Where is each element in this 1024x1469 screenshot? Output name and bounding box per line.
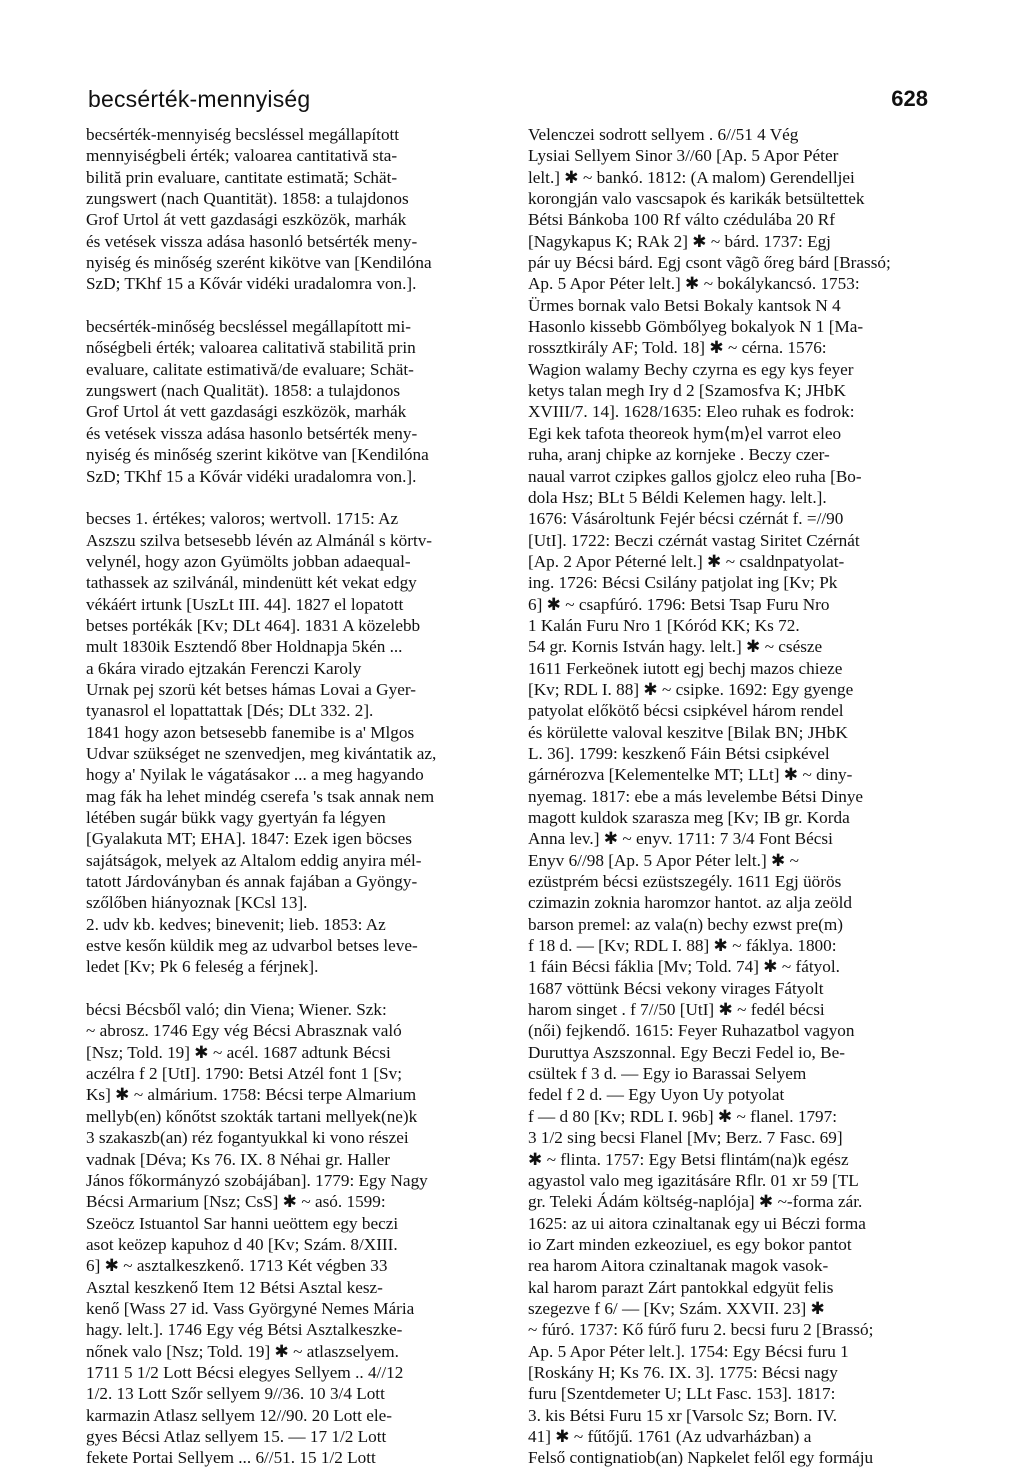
text-line: mennyiségbeli érték; valoarea cantitativă sta- [86,146,398,166]
text-line: ezüstprém bécsi ezüstszegély. 1611 Egj üörös [528,872,842,892]
text-line: rossztkirály AF; Told. 18] ✱ ~ cérna. 1576: [528,338,827,358]
text-line: czimazin zoknia haromzor hantot. az alja zeöld [528,893,853,913]
text-line: nyiség és minőség szerint kikötve van [Kendilóna [86,445,429,465]
text-line: zungswert (nach Qualität). 1858: a tulajdonos [86,381,401,401]
text-line: [Gyalakuta MT; EHA]. 1847: Ezek igen böcses [86,829,412,849]
text-line: Ap. 5 Apor Péter lelt.] ✱ ~ bokálykancsó. 1753: [528,274,860,294]
text-line: tathassek az szilvánál, mindenütt két vekat edgy [86,573,417,593]
text-line: becsérték-minőség becsléssel megállapított mi- [86,317,412,337]
text-line: Ap. 5 Apor Péter lelt.]. 1754: Egy Bécsi furu 1 [528,1341,849,1361]
text-line: [Nsz; Told. 19] ✱ ~ acél. 1687 adtunk Bécsi [86,1042,391,1062]
text-line: Wagion walamy Bechy czyrna es egy kys feyer [528,359,854,379]
text-line: [Roskány H; Ks 76. IX. 3]. 1775: Bécsi nagy [528,1362,838,1382]
text-line: ~ fúró. 1737: Kő fúrő furu 2. becsi furu 2 [Brassó; [528,1320,874,1340]
text-line: 1 fáin Bécsi fáklia [Mv; Told. 74] ✱ ~ fátyol. [528,957,840,977]
text-line: 1676: Vásároltunk Fejér bécsi czérnát f. =//90 [528,509,844,529]
text-line: Lysiai Sellyem Sinor 3//60 [Ap. 5 Apor Péter [528,146,839,166]
text-line: mellyb(en) kőnőtst szokták tartani mellyek(ne)k [86,1106,418,1126]
text-line: aczélra f 2 [UtI]. 1790: Betsi Atzél font 1 [Sv; [86,1064,402,1084]
text-line: [Nagykapus K; RAk 2] ✱ ~ bárd. 1737: Egj [528,231,831,251]
text-line: tatott Járdoványban és annak fajában a Gyöngy- [86,872,418,892]
right-column [528,124,946,1469]
text-line: vadnak [Déva; Ks 76. IX. 8 Néhai gr. Haller [86,1149,391,1169]
text-line: Udvar szükséget ne szenvedjen, meg kivántatik az, [86,743,437,763]
text-line: és vetések vissza adása hasonlo betsérték meny- [86,423,418,443]
text-line: pár uy Bécsi bárd. Egj csont vãgõ őreg bárd [Brassó; [528,253,891,273]
text-line: becses 1. értékes; valoros; wertvoll. 1715: Az [86,509,399,529]
text-line: Velenczei sodrott sellyem . 6//51 4 Vég [528,125,799,144]
text-line: Ürmes bornak valo Betsi Bokaly kantsok N 4 [528,295,841,315]
text-line: nyiség és minőség szerént kikötve van [Kendilóna [86,253,432,273]
text-line: hagy. lelt.]. 1746 Egy vég Bétsi Asztalkeszke- [86,1320,403,1340]
text-line: szegezve f 6/ — [Kv; Szám. XXVII. 23] ✱ [528,1298,825,1318]
page-number: 628 [891,86,928,111]
text-line: Bécsi Armarium [Nsz; CsS] ✱ ~ asó. 1599: [86,1192,386,1212]
text-line: 1/2. 13 Lott Szőr sellyem 9//36. 10 3/4 Lott [86,1384,385,1404]
text-line: naual varrot czipkes gallos gjolcz eleo ruha [Bo- [528,466,862,486]
text-line: evaluare, calitate estimativă/de evaluare; Schät- [86,359,414,379]
text-line: furu [Szentdemeter U; LLt Fasc. 153]. 1817: [528,1384,836,1404]
text-line: Aszszu szilva betsesebb lévén az Almánál s körtv- [86,530,433,550]
paragraph-gap [86,487,498,508]
text-line: ing. 1726: Bécsi Csilány patjolat ing [Kv; Pk [528,573,838,593]
text-line: 1611 Ferkeönek iutott egj bechj mazos chieze [528,658,843,678]
text-line: harom singet . f 7//50 [UtI] ✱ ~ fedél bécsi [528,1000,825,1020]
text-line: ruha, aranj chipke az kornjeke . Beczy czer- [528,445,830,465]
text-line: Hasonlo kissebb Gömbőlyeg bokalyok N 1 [Ma- [528,317,864,337]
text-line: Urnak pej szorü két betses hámas Lovai a Gyer- [86,679,416,699]
text-line: rea harom Aitora czinaltanak magok vasok- [528,1256,829,1276]
running-head: becsérték-mennyiség [88,86,311,112]
text-line: ✱ ~ flinta. 1757: Egy Betsi flintám(na)k egész [528,1149,849,1169]
text-line: sajátságok, melyek az Altalom eddig anyira mél- [86,850,422,870]
text-line: 1711 5 1/2 Lott Bécsi elegyes Sellyem .. 4//12 [86,1362,404,1382]
text-line: 41] ✱ ~ fűtőjű. 1761 (Az udvarházban) a [528,1426,812,1446]
text-line: [Ap. 2 Apor Péterné lelt.] ✱ ~ csaldnpatyolat- [528,551,845,571]
text-line: csültek f 3 d. — Egy io Barassai Selyem [528,1064,807,1084]
text-line: nyemag. 1817: ebe a más levelembe Bétsi Dinye [528,786,864,806]
text-line: zungswert (nach Quantität). 1858: a tulajdonos [86,189,409,209]
text-line: ketys talan megh Iry d 2 [Szamosfva K; JHbK [528,381,846,401]
text-line: 3 1/2 sing becsi Flanel [Mv; Berz. 7 Fasc. 69] [528,1128,843,1148]
text-line: fedel f 2 d. — Egy Uyon Uy potyolat [528,1085,785,1105]
text-line: kenő [Wass 27 id. Vass Györgyné Nemes Mária [86,1298,415,1318]
text-line: (női) fejkendő. 1615: Feyer Ruhazatbol vagyon [528,1021,855,1041]
text-line: 1 Kalán Furu Nro 1 [Kóród KK; Ks 72. [528,615,800,635]
text-line: 6] ✱ ~ asztalkeszkenő. 1713 Két végben 33 [86,1256,388,1276]
text-line: Grof Urtol át vett gazdasági eszközök, marhák [86,402,407,422]
text-line: lelt.] ✱ ~ bankó. 1812: (A malom) Gerendelljei [528,167,855,187]
text-line: Egi kek tafota theoreok hym⟨m⟩el varrot eleo [528,423,842,443]
text-line: Felső contignatiob(an) Napkelet felől egy formáju [528,1448,874,1468]
text-line: f 18 d. — [Kv; RDL I. 88] ✱ ~ fáklya. 1800: [528,936,837,956]
text-line: hogy a' Nyilak le vágatásakor ... a meg hagyando [86,765,424,785]
text-line: létében sugár bükk vagy gyertyán fa légyen [86,808,386,827]
text-line: Duruttya Aszszonnal. Egy Beczi Fedel io, Be- [528,1042,845,1062]
text-line: ledet [Kv; Pk 6 feleség a férjnek]. [86,957,319,977]
text-line: [Kv; RDL I. 88] ✱ ~ csipke. 1692: Egy gyenge [528,679,854,699]
text-line: és vetések vissza adása hasonló betsérték meny- [86,231,418,251]
text-line: gyes Bécsi Atlaz sellyem 15. — 17 1/2 Lott [86,1426,387,1446]
text-line: mag fák ha lehet mindég cserefa 's tsak annak nem [86,786,435,806]
text-line: Enyv 6//98 [Ap. 5 Apor Péter lelt.] ✱ ~ [528,850,799,870]
text-line: SzD; TKhf 15 a Kővár vidéki uradalomra von.]. [86,274,417,294]
text-line: 6] ✱ ~ csapfúró. 1796: Betsi Tsap Furu Nro [528,594,830,614]
text-line: tyanasrol el lopattattak [Dés; DLt 332. 2]. [86,701,374,721]
text-line: mult 1830ik Esztendő 8ber Holdnapja 5kén ... [86,637,403,657]
text-line: gr. Teleki Ádám költség-naplója] ✱ ~-forma zár. [528,1192,863,1212]
text-line: 1841 hogy azon betsesebb fanemibe is a' Mlgos [86,722,415,742]
text-line: 1625: az ui aitora czinaltanak egy ui Béczi forma [528,1213,866,1233]
text-line: 3 szakaszb(an) réz fogantyukkal ki vono részei [86,1128,409,1148]
text-line: [UtI]. 1722: Beczi czérnát vastag Siritet Czérnát [528,530,860,550]
text-line: Ks] ✱ ~ almárium. 1758: Bécsi terpe Almarium [86,1085,417,1105]
text-line: 2. udv kb. kedves; binevenit; lieb. 1853: Az [86,914,386,934]
text-line: 1687 vöttünk Bécsi vekony virages Fátyolt [528,978,824,998]
text-line: Anna lev.] ✱ ~ enyv. 1711: 7 3/4 Font Bécsi [528,829,833,849]
text-line: János főkormányzó szobájában]. 1779: Egy Nagy [86,1170,428,1190]
text-line: vékáért irtunk [UszLt III. 44]. 1827 el lopatott [86,594,404,614]
text-line: bécsi Bécsből való; din Viena; Wiener. Szk: [86,1000,387,1020]
paragraph-gap [86,978,498,999]
text-line: nőségbeli érték; valoarea calitativă stabilită prin [86,338,416,358]
text-line: XVIII/7. 14]. 1628/1635: Eleo ruhak es fodrok: [528,402,855,422]
text-line: 3. kis Bétsi Furu 15 xr [Varsolc Sz; Born. IV. [528,1405,838,1425]
text-line: és körülette valoval keszitve [Bilak BN; JHbK [528,722,848,742]
text-line: gárnérozva [Kelementelke MT; LLt] ✱ ~ diny- [528,765,853,785]
text-line: barson premel: az vala(n) bechy ezwst pre(m) [528,914,843,934]
text-line: Asztal keszkenő Item 12 Bétsi Asztal kesz- [86,1277,383,1297]
text-line: magott kuldok szarasza meg [Kv; IB gr. Korda [528,808,850,827]
text-line: betses portékák [Kv; DLt 464]. 1831 A közelebb [86,615,421,635]
text-line: SzD; TKhf 15 a Kővár vidéki uradalomra von.]. [86,466,417,486]
text-line: dola Hsz; BLt 5 Béldi Kelemen hagy. lelt.]. [528,487,827,507]
text-line: a 6kára virado ejtzakán Ferenczi Karoly [86,658,362,678]
text-line: 54 gr. Kornis István hagy. lelt.] ✱ ~ csésze [528,637,823,657]
text-line: patyolat előkötő bécsi csipkével három rendel [528,701,844,721]
text-line: nőnek valo [Nsz; Told. 19] ✱ ~ atlaszselyem. [86,1341,399,1361]
text-line: L. 36]. 1799: keszkenő Fáin Bétsi csipkével [528,743,830,763]
text-line: Szeöcz Istuantol Sar hanni ueöttem egy beczi [86,1213,399,1233]
text-line: velynél, hogy azon Gyümölts jobban adaequal- [86,551,411,571]
text-line: kal harom parazt Zárt pantokkal edgyüt felis [528,1277,834,1297]
text-line: ~ abrosz. 1746 Egy vég Bécsi Abrasznak való [86,1021,402,1041]
text-line: f — d 80 [Kv; RDL I. 96b] ✱ ~ flanel. 1797: [528,1106,837,1126]
text-line: bilită prin evaluare, cantitate estimată; Schät- [86,167,398,187]
text-line: korongján valo vascsapok és karikák betsültettek [528,189,865,209]
text-line: karmazin Atlasz sellyem 12//90. 20 Lott ele- [86,1405,392,1425]
paragraph-gap [86,295,498,316]
text-line: szőlőben hiányoznak [KCsl 13]. [86,893,308,913]
left-column [86,124,498,1469]
text-line: asot keözep kapuhoz d 40 [Kv; Szám. 8/XIII. [86,1234,398,1254]
text-line: agyastol valo meg igazitásáre Rflr. 01 xr 59 [TL [528,1170,859,1190]
text-line: io Zart minden ezkeoziuel, es egy bokor pantot [528,1234,852,1254]
text-line: becsérték-mennyiség becsléssel megállapított [86,125,400,144]
text-line: estve kesőn küldik meg az udvarbol betses leve- [86,936,418,956]
text-line: Grof Urtol át vett gazdasági eszközök, marhák [86,210,407,230]
text-line: Bétsi Bánkoba 100 Rf válto czédulába 20 Rf [528,210,835,230]
text-line: fekete Portai Sellyem ... 6//51. 15 1/2 Lott [86,1448,376,1468]
